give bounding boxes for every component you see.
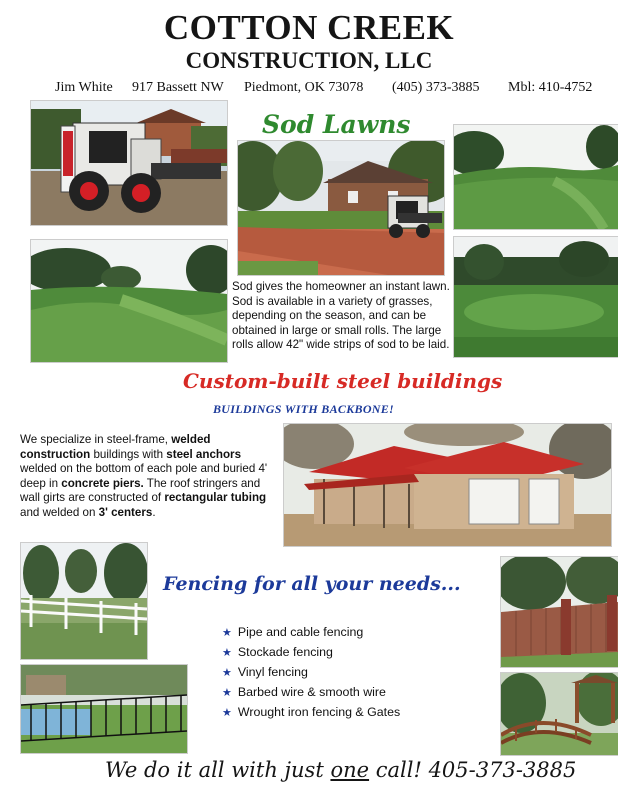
contact-mobile: Mbl: 410-4752 [508, 80, 593, 95]
star-icon: ★ [222, 687, 232, 699]
list-item: ★ Pipe and cable fencing [222, 625, 364, 639]
vinyl-fence-photo [20, 542, 148, 660]
contact-address: 917 Bassett NW [132, 80, 224, 95]
list-item: ★ Stockade fencing [222, 645, 333, 659]
steel-paragraph: We specialize in steel-frame, welded construction buildings with steel anchors welded on the bottom of each pole and buried 4' deep in concrete piers. The roof stringers and wall girts are constructed of rectangular tubing and welded on 3' centers. [20, 433, 268, 519]
wrought-iron-fence-photo [20, 664, 188, 754]
list-item: ★ Wrought iron fencing & Gates [222, 705, 401, 719]
bobcat-photo [30, 100, 228, 226]
steel-building-photo [283, 423, 612, 547]
steel-buildings-heading: Custom-built steel buildings [183, 369, 503, 393]
house-sod-photo [237, 140, 445, 276]
sod-paragraph: Sod gives the homeowner an instant lawn. Sod is available in a variety of grasses, depending on the season, and can be obtained in large or small rolls. The large rolls allow 42" wide strips of sod to be laid. [232, 280, 450, 352]
star-icon: ★ [222, 707, 232, 719]
sod-lawns-heading: Sod Lawns [262, 110, 411, 139]
star-icon: ★ [222, 647, 232, 659]
sod-field-photo-1 [453, 124, 618, 230]
contact-city: Piedmont, OK 73078 [244, 80, 364, 95]
sod-field-photo-2 [30, 239, 228, 363]
contact-name: Jim White [55, 80, 113, 95]
company-subtitle: CONSTRUCTION, LLC [185, 48, 433, 73]
list-item: ★ Vinyl fencing [222, 665, 308, 679]
fencing-heading: Fencing for all your needs... [163, 573, 461, 595]
stockade-fence-photo [500, 556, 618, 668]
contact-phone: (405) 373-3885 [392, 80, 480, 95]
footer-tagline: We do it all with just one call! 405-373-3885 [105, 758, 577, 782]
fencing-list [222, 622, 400, 722]
sod-field-photo-3 [453, 236, 618, 358]
wood-bridge-photo [500, 672, 618, 756]
star-icon: ★ [222, 667, 232, 679]
star-icon: ★ [222, 627, 232, 639]
steel-tagline: BUILDINGS WITH BACKBONE! [213, 402, 395, 416]
list-item: ★ Barbed wire & smooth wire [222, 685, 386, 699]
company-name: COTTON CREEK [163, 8, 455, 47]
